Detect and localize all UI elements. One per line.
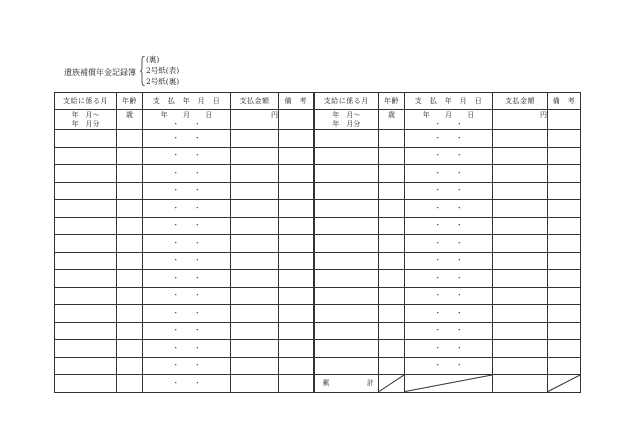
amount-cell[interactable] — [231, 375, 279, 393]
remarks-cell — [548, 110, 581, 130]
date-dot: ・ — [455, 238, 463, 247]
remarks-cell[interactable] — [548, 235, 581, 253]
date-dot: ・ — [434, 151, 442, 160]
amount-cell[interactable] — [493, 340, 548, 358]
date-dot: ・ — [172, 186, 180, 195]
amount-cell[interactable] — [493, 200, 548, 218]
total-amount-cell[interactable] — [493, 375, 548, 393]
pay-date-cell[interactable] — [143, 217, 231, 235]
age-cell[interactable] — [117, 340, 143, 358]
month-cell[interactable] — [314, 235, 379, 253]
date-dot: ・ — [172, 343, 180, 352]
remarks-cell[interactable] — [548, 270, 581, 288]
month-cell[interactable] — [55, 130, 117, 148]
date-dot: ・ — [193, 120, 201, 128]
sheet-options — [146, 54, 179, 87]
sheet-option: 2号紙(表) — [146, 66, 180, 75]
day-unit: 日 — [205, 111, 213, 119]
age-cell[interactable] — [117, 305, 143, 323]
date-dot: ・ — [434, 273, 442, 282]
pay-date-cell[interactable] — [405, 147, 493, 165]
pay-date-cell[interactable] — [405, 357, 493, 375]
month-cell[interactable] — [314, 147, 379, 165]
date-dot: ・ — [434, 326, 442, 335]
date-dot: ・ — [434, 238, 442, 247]
date-dot: ・ — [455, 203, 463, 212]
amount-cell[interactable] — [231, 270, 279, 288]
date-dot: ・ — [434, 221, 442, 230]
month-cell[interactable] — [314, 305, 379, 323]
age-cell[interactable] — [379, 287, 405, 305]
date-dot: ・ — [172, 238, 180, 247]
date-dot: ・ — [434, 291, 442, 300]
year-unit: 年 — [422, 111, 430, 119]
table-row — [55, 200, 581, 218]
date-dot: ・ — [455, 326, 463, 335]
remarks-cell[interactable] — [548, 357, 581, 375]
date-dot: ・ — [193, 203, 201, 212]
age-cell[interactable] — [379, 165, 405, 183]
amount-cell[interactable] — [493, 270, 548, 288]
amount-cell[interactable] — [231, 217, 279, 235]
pay-date-cell[interactable] — [405, 322, 493, 340]
month-cell[interactable] — [55, 252, 117, 270]
month-cell[interactable] — [314, 270, 379, 288]
remarks-cell[interactable] — [279, 287, 314, 305]
age-cell[interactable] — [379, 340, 405, 358]
slash-line — [405, 375, 492, 392]
date-dot: ・ — [455, 343, 463, 352]
ledger-table — [54, 92, 581, 393]
total-row — [55, 375, 581, 393]
pay-date-cell — [143, 110, 231, 130]
month-cell[interactable] — [55, 340, 117, 358]
pay-date-cell[interactable] — [405, 217, 493, 235]
date-dot: ・ — [455, 221, 463, 230]
month-unit: 月 — [444, 111, 452, 119]
pay-date-cell[interactable] — [143, 235, 231, 253]
age-unit: 歳 — [117, 110, 143, 130]
remarks-cell[interactable] — [279, 252, 314, 270]
month-cell[interactable] — [55, 147, 117, 165]
pay-date-cell[interactable] — [405, 182, 493, 200]
date-dot: ・ — [434, 203, 442, 212]
table-row — [55, 217, 581, 235]
slash-line — [379, 375, 404, 392]
age-cell[interactable] — [379, 322, 405, 340]
year-unit: 年 — [160, 111, 168, 119]
header-month: 支給に係る月 — [314, 93, 379, 110]
remarks-cell[interactable] — [548, 340, 581, 358]
month-cell[interactable] — [314, 322, 379, 340]
slash-line — [548, 375, 580, 392]
table-row — [55, 322, 581, 340]
amount-cell[interactable] — [231, 357, 279, 375]
remarks-cell[interactable] — [279, 270, 314, 288]
amount-cell[interactable] — [493, 305, 548, 323]
pay-date-cell[interactable] — [405, 130, 493, 148]
table-row — [55, 235, 581, 253]
month-cell[interactable] — [55, 287, 117, 305]
month-cell[interactable] — [55, 305, 117, 323]
age-cell[interactable] — [379, 252, 405, 270]
age-cell[interactable] — [379, 305, 405, 323]
table-row — [55, 270, 581, 288]
month-cell[interactable] — [55, 357, 117, 375]
remarks-cell[interactable] — [548, 305, 581, 323]
month-cell[interactable] — [314, 340, 379, 358]
age-cell[interactable] — [379, 200, 405, 218]
month-cell[interactable] — [55, 182, 117, 200]
total-pay-date-cell — [405, 375, 493, 393]
pay-date-cell[interactable] — [405, 270, 493, 288]
date-dot: ・ — [172, 273, 180, 282]
date-dot: ・ — [193, 256, 201, 265]
date-dot: ・ — [193, 326, 201, 335]
amount-cell[interactable] — [493, 165, 548, 183]
age-cell[interactable] — [117, 322, 143, 340]
header-amount: 支払金額 — [231, 93, 279, 110]
month-cell[interactable] — [314, 130, 379, 148]
age-cell[interactable] — [117, 147, 143, 165]
date-dot: ・ — [172, 308, 180, 317]
amount-cell[interactable] — [493, 235, 548, 253]
date-dot: ・ — [434, 133, 442, 142]
remarks-cell[interactable] — [279, 340, 314, 358]
amount-cell[interactable] — [231, 200, 279, 218]
pay-date-cell[interactable] — [143, 340, 231, 358]
amount-cell[interactable] — [493, 322, 548, 340]
pay-date-cell[interactable] — [405, 340, 493, 358]
age-cell[interactable] — [117, 130, 143, 148]
date-dot: ・ — [172, 120, 180, 128]
month-cell[interactable] — [314, 357, 379, 375]
amount-cell[interactable] — [493, 287, 548, 305]
amount-unit: 円 — [231, 110, 279, 130]
date-dot: ・ — [455, 291, 463, 300]
month-cell — [55, 110, 117, 130]
remarks-cell[interactable] — [548, 165, 581, 183]
remarks-cell[interactable] — [548, 130, 581, 148]
table-row — [55, 305, 581, 323]
remarks-cell[interactable] — [548, 322, 581, 340]
date-dot: ・ — [172, 378, 180, 387]
pay-date-cell[interactable] — [143, 147, 231, 165]
total-age-cell — [379, 375, 405, 393]
age-cell[interactable] — [379, 130, 405, 148]
remarks-cell[interactable] — [548, 217, 581, 235]
month-cell[interactable] — [314, 165, 379, 183]
table-row — [55, 357, 581, 375]
date-dot: ・ — [172, 326, 180, 335]
date-dot: ・ — [172, 133, 180, 142]
pay-date-cell[interactable] — [405, 235, 493, 253]
date-dot: ・ — [172, 256, 180, 265]
month-from: 年 月〜 — [332, 111, 361, 119]
age-cell[interactable] — [117, 165, 143, 183]
amount-cell[interactable] — [493, 130, 548, 148]
header-remarks: 備 考 — [279, 93, 314, 110]
amount-cell[interactable] — [231, 340, 279, 358]
date-dot: ・ — [434, 308, 442, 317]
amount-cell[interactable] — [231, 147, 279, 165]
date-dot: ・ — [193, 168, 201, 177]
age-cell[interactable] — [117, 287, 143, 305]
header-row — [55, 93, 581, 110]
month-cell — [314, 110, 379, 130]
total-label: 計 — [367, 378, 374, 387]
month-to: 年 月分 — [332, 120, 361, 128]
age-cell[interactable] — [379, 270, 405, 288]
pay-date-cell[interactable] — [405, 287, 493, 305]
table-row — [55, 130, 581, 148]
pay-date-cell[interactable] — [405, 165, 493, 183]
age-cell[interactable] — [379, 182, 405, 200]
age-cell[interactable] — [117, 270, 143, 288]
age-cell[interactable] — [117, 200, 143, 218]
month-cell[interactable] — [55, 322, 117, 340]
age-cell[interactable] — [379, 147, 405, 165]
table-row — [55, 252, 581, 270]
total-label: 累 — [322, 378, 330, 387]
date-dot: ・ — [455, 133, 463, 142]
table-row — [55, 340, 581, 358]
header-pay-date: 支 払 年 月 日 — [143, 93, 231, 110]
amount-cell[interactable] — [231, 252, 279, 270]
age-cell[interactable] — [379, 217, 405, 235]
pay-date-cell[interactable] — [143, 322, 231, 340]
amount-cell[interactable] — [231, 287, 279, 305]
pay-date-cell[interactable] — [143, 357, 231, 375]
date-dot: ・ — [172, 291, 180, 300]
pay-date-cell[interactable] — [143, 130, 231, 148]
date-dot: ・ — [455, 186, 463, 195]
remarks-cell[interactable] — [279, 165, 314, 183]
month-cell[interactable] — [55, 217, 117, 235]
pay-date-cell[interactable] — [143, 165, 231, 183]
remarks-cell[interactable] — [279, 322, 314, 340]
pay-date-cell[interactable] — [405, 252, 493, 270]
pay-date-cell[interactable] — [405, 305, 493, 323]
pay-date-cell[interactable] — [143, 305, 231, 323]
date-dot: ・ — [434, 361, 442, 370]
table-row — [55, 287, 581, 305]
age-cell[interactable] — [117, 182, 143, 200]
amount-cell[interactable] — [231, 130, 279, 148]
pay-date-cell[interactable] — [143, 200, 231, 218]
age-unit: 歳 — [379, 110, 405, 130]
pay-date-cell[interactable] — [143, 252, 231, 270]
age-cell[interactable] — [117, 252, 143, 270]
date-dot: ・ — [193, 291, 201, 300]
remarks-cell[interactable] — [548, 252, 581, 270]
header-age: 年齢 — [117, 93, 143, 110]
age-cell[interactable] — [117, 357, 143, 375]
date-dot: ・ — [193, 151, 201, 160]
date-dot: ・ — [193, 308, 201, 317]
remarks-cell[interactable] — [548, 287, 581, 305]
date-dot: ・ — [455, 256, 463, 265]
amount-cell[interactable] — [493, 182, 548, 200]
amount-cell[interactable] — [231, 235, 279, 253]
date-dot: ・ — [193, 378, 201, 387]
pay-date-cell[interactable] — [143, 270, 231, 288]
amount-cell[interactable] — [231, 305, 279, 323]
date-dot: ・ — [434, 168, 442, 177]
month-cell[interactable] — [314, 200, 379, 218]
date-dot: ・ — [455, 308, 463, 317]
amount-cell[interactable] — [231, 322, 279, 340]
date-dot: ・ — [434, 186, 442, 195]
date-dot: ・ — [455, 168, 463, 177]
age-cell[interactable] — [379, 357, 405, 375]
date-dot: ・ — [193, 343, 201, 352]
amount-cell[interactable] — [493, 147, 548, 165]
date-dot: ・ — [434, 120, 442, 128]
amount-cell[interactable] — [493, 252, 548, 270]
date-dot: ・ — [193, 238, 201, 247]
date-dot: ・ — [172, 203, 180, 212]
month-cell[interactable] — [314, 217, 379, 235]
remarks-cell[interactable] — [279, 375, 314, 393]
remarks-cell[interactable] — [548, 147, 581, 165]
sheet-option: (裏) — [146, 55, 160, 64]
remarks-cell[interactable] — [279, 200, 314, 218]
sheet-option: 2号紙(裏) — [146, 77, 180, 86]
form-title: 遺族補償年金記録簿 — [64, 68, 136, 77]
date-dot: ・ — [193, 133, 201, 142]
date-dot: ・ — [172, 221, 180, 230]
table-row — [55, 182, 581, 200]
remarks-cell[interactable] — [279, 357, 314, 375]
header-amount: 支払金額 — [493, 93, 548, 110]
age-cell[interactable] — [117, 217, 143, 235]
date-dot: ・ — [434, 256, 442, 265]
date-dot: ・ — [455, 151, 463, 160]
month-cell[interactable] — [55, 375, 117, 393]
remarks-cell — [279, 110, 314, 130]
amount-cell[interactable] — [231, 165, 279, 183]
month-from: 年 月〜 — [71, 111, 100, 119]
date-dot: ・ — [193, 273, 201, 282]
remarks-cell[interactable] — [279, 235, 314, 253]
table-row — [55, 147, 581, 165]
month-cell[interactable] — [314, 252, 379, 270]
pay-date-cell[interactable] — [143, 182, 231, 200]
date-dot: ・ — [455, 361, 463, 370]
month-unit: 月 — [182, 111, 190, 119]
pay-date-cell[interactable] — [143, 287, 231, 305]
remarks-cell[interactable] — [279, 305, 314, 323]
age-cell[interactable] — [117, 235, 143, 253]
total-remarks-cell — [548, 375, 581, 393]
remarks-cell[interactable] — [279, 130, 314, 148]
date-dot: ・ — [172, 168, 180, 177]
month-to: 年 月分 — [71, 120, 100, 128]
remarks-cell[interactable] — [548, 200, 581, 218]
day-unit: 日 — [467, 111, 475, 119]
month-cell[interactable] — [55, 235, 117, 253]
date-dot: ・ — [455, 273, 463, 282]
amount-cell[interactable] — [493, 217, 548, 235]
header-age: 年齢 — [379, 93, 405, 110]
month-cell[interactable] — [314, 182, 379, 200]
date-dot: ・ — [434, 343, 442, 352]
amount-cell[interactable] — [231, 182, 279, 200]
header-remarks: 備 考 — [548, 93, 581, 110]
date-dot: ・ — [172, 361, 180, 370]
header-month: 支給に係る月 — [55, 93, 117, 110]
age-cell[interactable] — [117, 375, 143, 393]
date-dot: ・ — [193, 361, 201, 370]
date-dot: ・ — [172, 151, 180, 160]
remarks-cell[interactable] — [279, 217, 314, 235]
age-cell[interactable] — [379, 235, 405, 253]
month-cell[interactable] — [55, 270, 117, 288]
total-label-cell — [314, 375, 379, 393]
pay-date-cell — [405, 110, 493, 130]
remarks-cell[interactable] — [279, 147, 314, 165]
date-dot: ・ — [193, 186, 201, 195]
remarks-cell[interactable] — [548, 182, 581, 200]
date-dot: ・ — [455, 120, 463, 128]
month-cell[interactable] — [55, 165, 117, 183]
header-pay-date: 支 払 年 月 日 — [405, 93, 493, 110]
month-cell[interactable] — [314, 287, 379, 305]
remarks-cell[interactable] — [279, 182, 314, 200]
table-row — [55, 165, 581, 183]
amount-unit: 円 — [493, 110, 548, 130]
pay-date-cell[interactable] — [143, 375, 231, 393]
pay-date-cell[interactable] — [405, 200, 493, 218]
amount-cell[interactable] — [493, 357, 548, 375]
date-dot: ・ — [193, 221, 201, 230]
unit-row — [55, 110, 581, 130]
month-cell[interactable] — [55, 200, 117, 218]
